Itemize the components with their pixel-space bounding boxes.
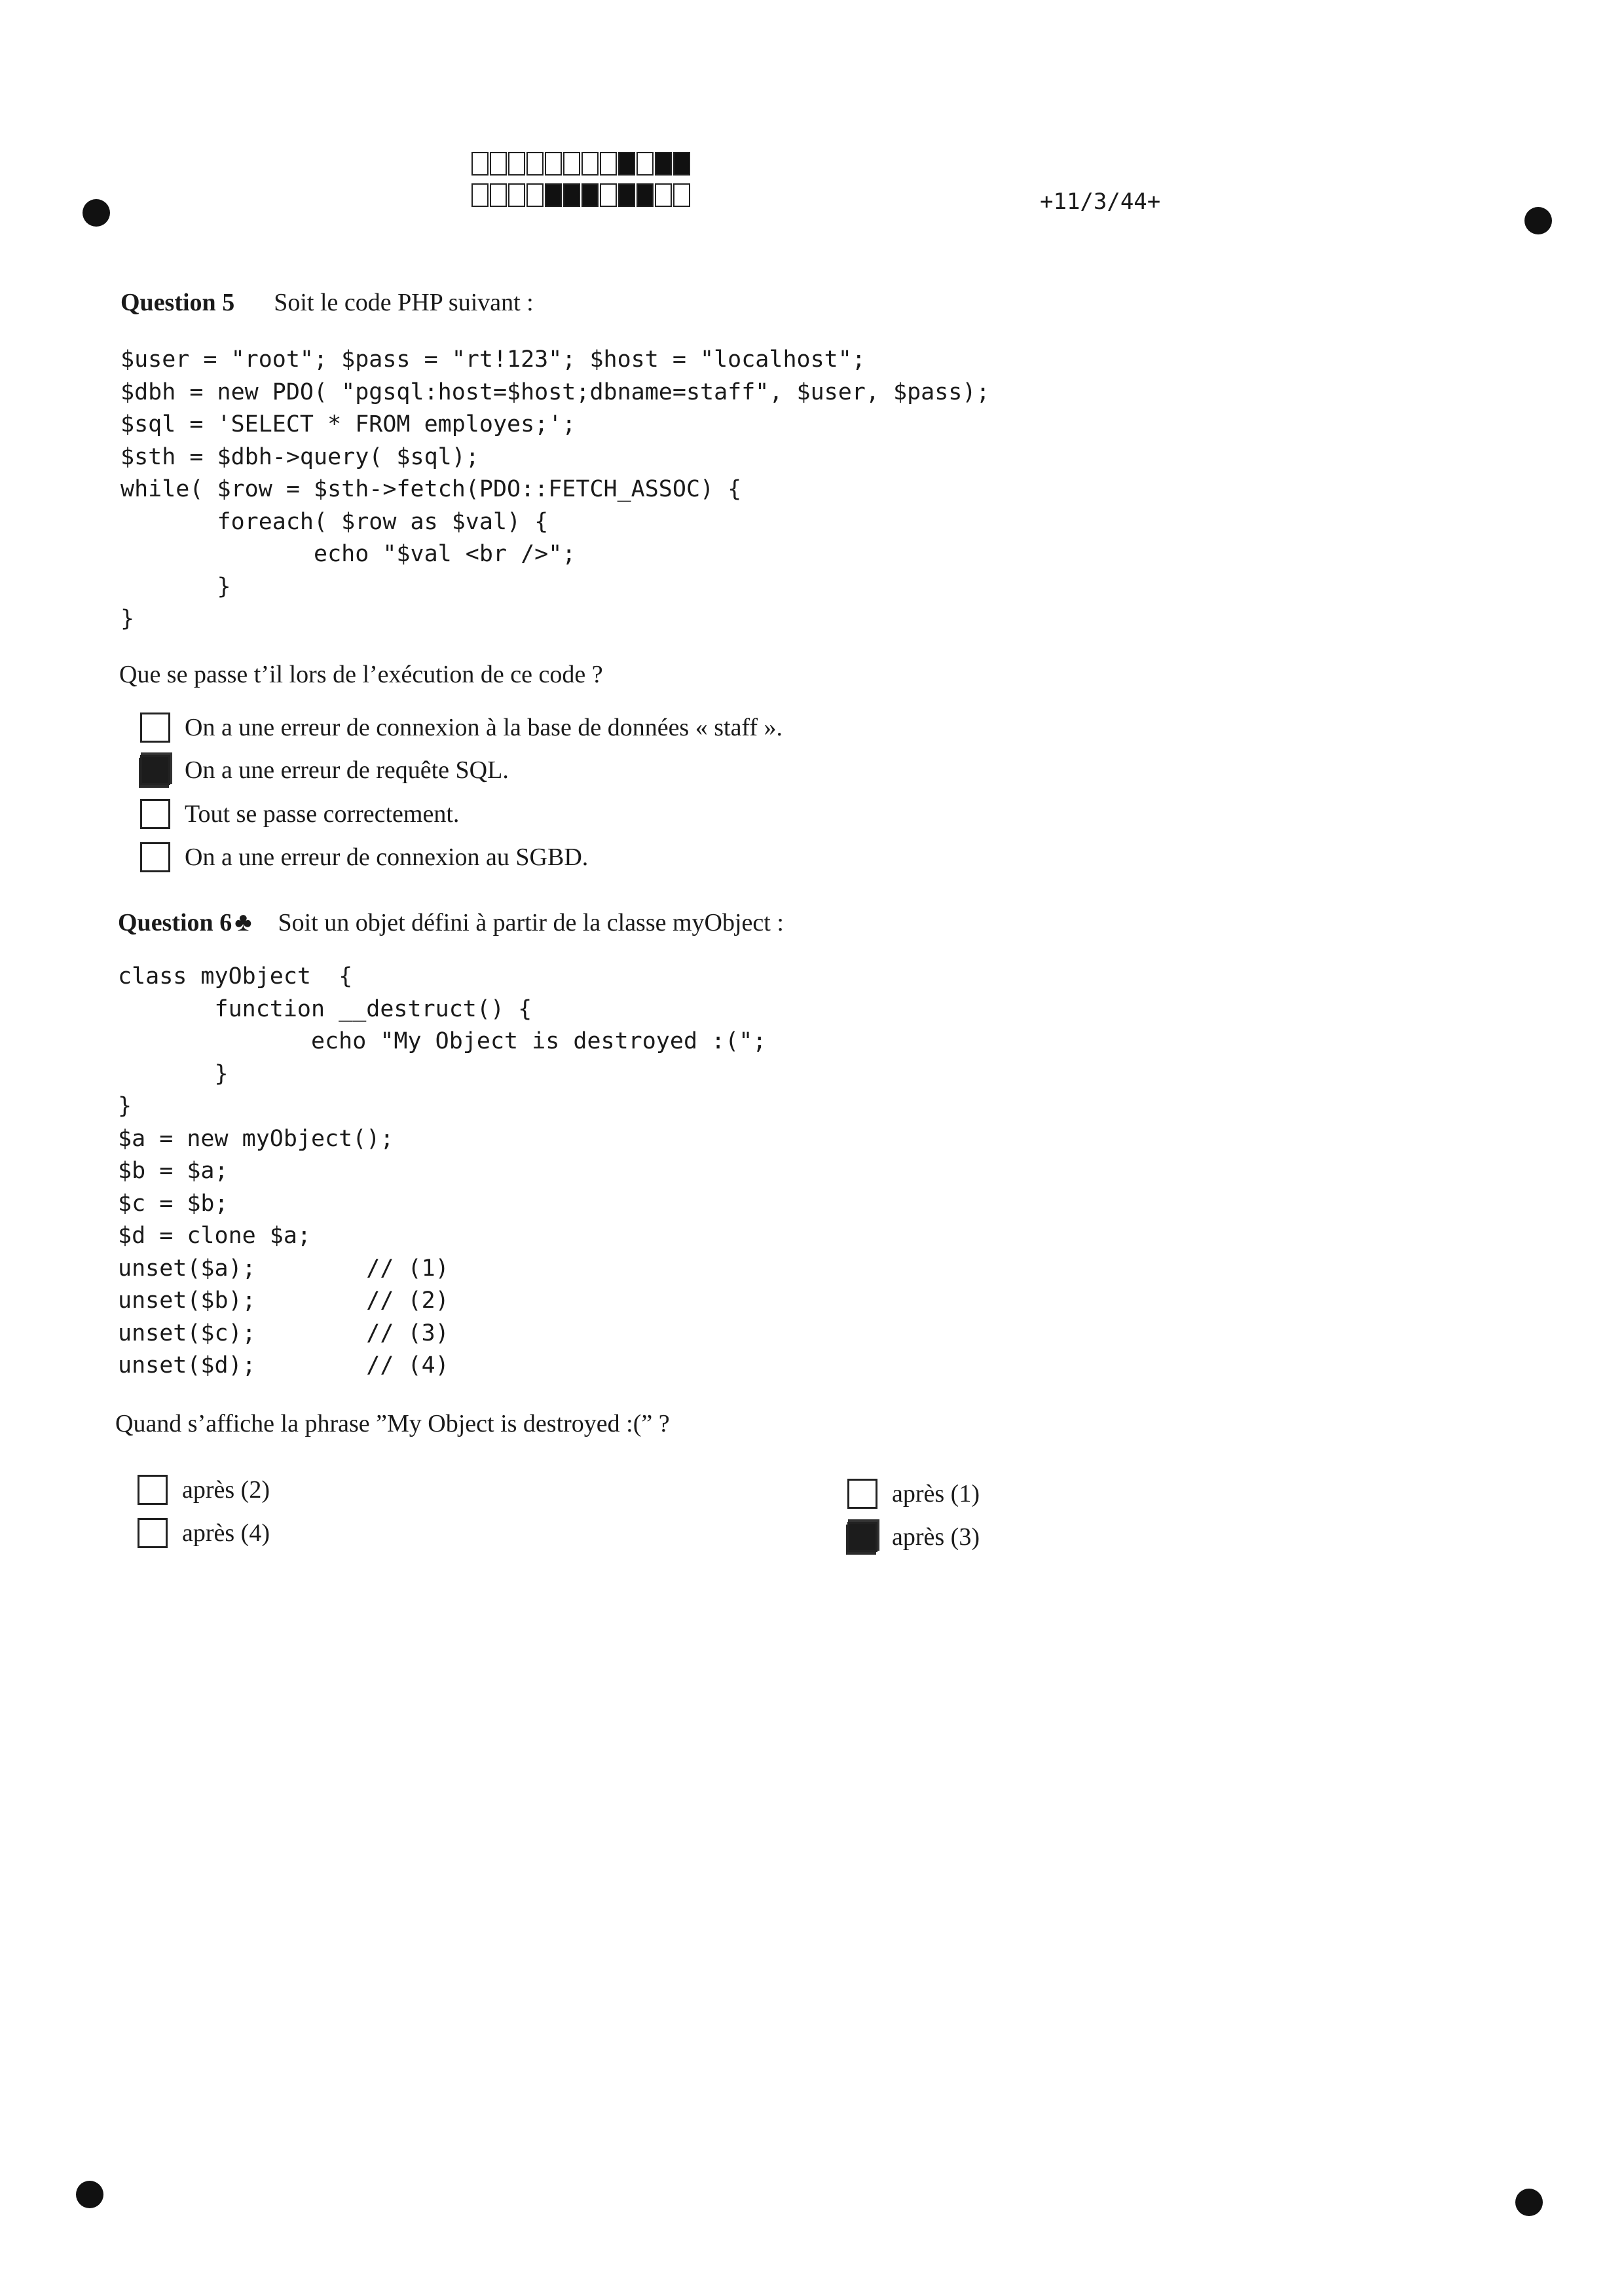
- q6-option-3[interactable]: [847, 1479, 980, 1509]
- code-bar-top-cell: [600, 152, 617, 176]
- q6-option-3-checkbox[interactable]: [847, 1479, 877, 1509]
- q6-option-1-checkbox[interactable]: [138, 1475, 168, 1505]
- q5-option-4-label: On a une erreur de connexion au SGBD.: [185, 843, 589, 871]
- club-icon: ♣: [234, 907, 252, 936]
- code-bar-top-cell: [508, 152, 525, 176]
- code-bar-bottom-cell: [508, 183, 525, 207]
- question-6-heading: [118, 906, 784, 937]
- code-bar-top-cell: [471, 152, 489, 176]
- q5-option-1[interactable]: [140, 713, 783, 743]
- code-bar-bottom-cell: [673, 183, 690, 207]
- q5-option-1-label: On a une erreur de connexion à la base de données « staff ».: [185, 714, 783, 741]
- code-bar-bottom-cell: [490, 183, 507, 207]
- code-bar-bottom-cell: [526, 183, 544, 207]
- question-5-heading: [120, 288, 534, 317]
- q6-option-2-checkbox[interactable]: [138, 1518, 168, 1548]
- code-bar-bottom-cell: [637, 183, 654, 207]
- question-5-prompt: Soit le code PHP suivant :: [274, 289, 534, 316]
- q5-option-3-label: Tout se passe correctement.: [185, 800, 460, 828]
- page-code-bar-top: [471, 152, 692, 178]
- q6-option-4-label: après (3): [892, 1523, 980, 1551]
- q5-option-2-checkbox[interactable]: [140, 755, 170, 785]
- code-bar-bottom-cell: [655, 183, 672, 207]
- code-bar-bottom-cell: [545, 183, 562, 207]
- q5-option-4[interactable]: [140, 842, 588, 872]
- question-6-question: Quand s’affiche la phrase ”My Object is destroyed :(” ?: [115, 1410, 670, 1437]
- code-bar-bottom-cell: [563, 183, 580, 207]
- code-bar-bottom-cell: [581, 183, 599, 207]
- code-bar-top-cell: [563, 152, 580, 176]
- question-5-number: Question 5: [120, 289, 235, 316]
- q5-option-1-checkbox[interactable]: [140, 713, 170, 743]
- code-bar-top-cell: [655, 152, 672, 176]
- code-bar-top-cell: [618, 152, 635, 176]
- q6-option-2-label: après (4): [182, 1519, 270, 1547]
- question-6-code: class myObject { function __destruct() { echo "My Object is destroyed :("; } } $a = new myObject(); $b = $a; $c = $b; $d = clone $a; unset($a); // (1) unset($b); // (2) unset($c); // (3) unset($d); // (4): [118, 963, 767, 1379]
- page-id: +11/3/44+: [1040, 189, 1161, 215]
- q6-option-3-label: après (1): [892, 1480, 980, 1508]
- code-bar-bottom-cell: [471, 183, 489, 207]
- code-bar-top-cell: [545, 152, 562, 176]
- code-bar-top-cell: [526, 152, 544, 176]
- q6-option-1[interactable]: [138, 1475, 270, 1505]
- code-bar-bottom-cell: [618, 183, 635, 207]
- question-5-question: Que se passe t’il lors de l’exécution de ce code ?: [119, 661, 603, 688]
- page-code-bar-bottom: [471, 183, 692, 210]
- code-bar-top-cell: [490, 152, 507, 176]
- question-6-prompt: Soit un objet défini à partir de la classe myObject :: [278, 909, 784, 936]
- q6-option-4-checkbox[interactable]: [847, 1522, 877, 1552]
- registration-mark-top-left: [83, 199, 110, 227]
- q5-option-2[interactable]: [140, 755, 509, 785]
- q6-option-2[interactable]: [138, 1518, 270, 1548]
- q6-option-1-label: après (2): [182, 1476, 270, 1504]
- q5-option-3-checkbox[interactable]: [140, 799, 170, 829]
- registration-mark-bottom-left: [76, 2181, 103, 2208]
- code-bar-top-cell: [637, 152, 654, 176]
- code-bar-top-cell: [673, 152, 690, 176]
- q5-option-3[interactable]: [140, 799, 459, 829]
- q5-option-4-checkbox[interactable]: [140, 842, 170, 872]
- registration-mark-top-right: [1524, 207, 1552, 234]
- question-5-code: $user = "root"; $pass = "rt!123"; $host = "localhost"; $dbh = new PDO( "pgsql:host=$host;dbname=staff", $user, $pass); $sql = 'SELECT * FROM employes;'; $sth = $dbh->query( $sql); while( $row = $sth->fetch(PDO::FETCH_ASSOC) { foreach( $row as $val) { echo "$val <br />"; } }: [120, 346, 990, 632]
- q5-option-2-label: On a une erreur de requête SQL.: [185, 756, 509, 784]
- question-6-number: Question 6: [118, 909, 232, 936]
- q6-option-4[interactable]: [847, 1522, 980, 1552]
- registration-mark-bottom-right: [1515, 2189, 1543, 2216]
- code-bar-bottom-cell: [600, 183, 617, 207]
- code-bar-top-cell: [581, 152, 599, 176]
